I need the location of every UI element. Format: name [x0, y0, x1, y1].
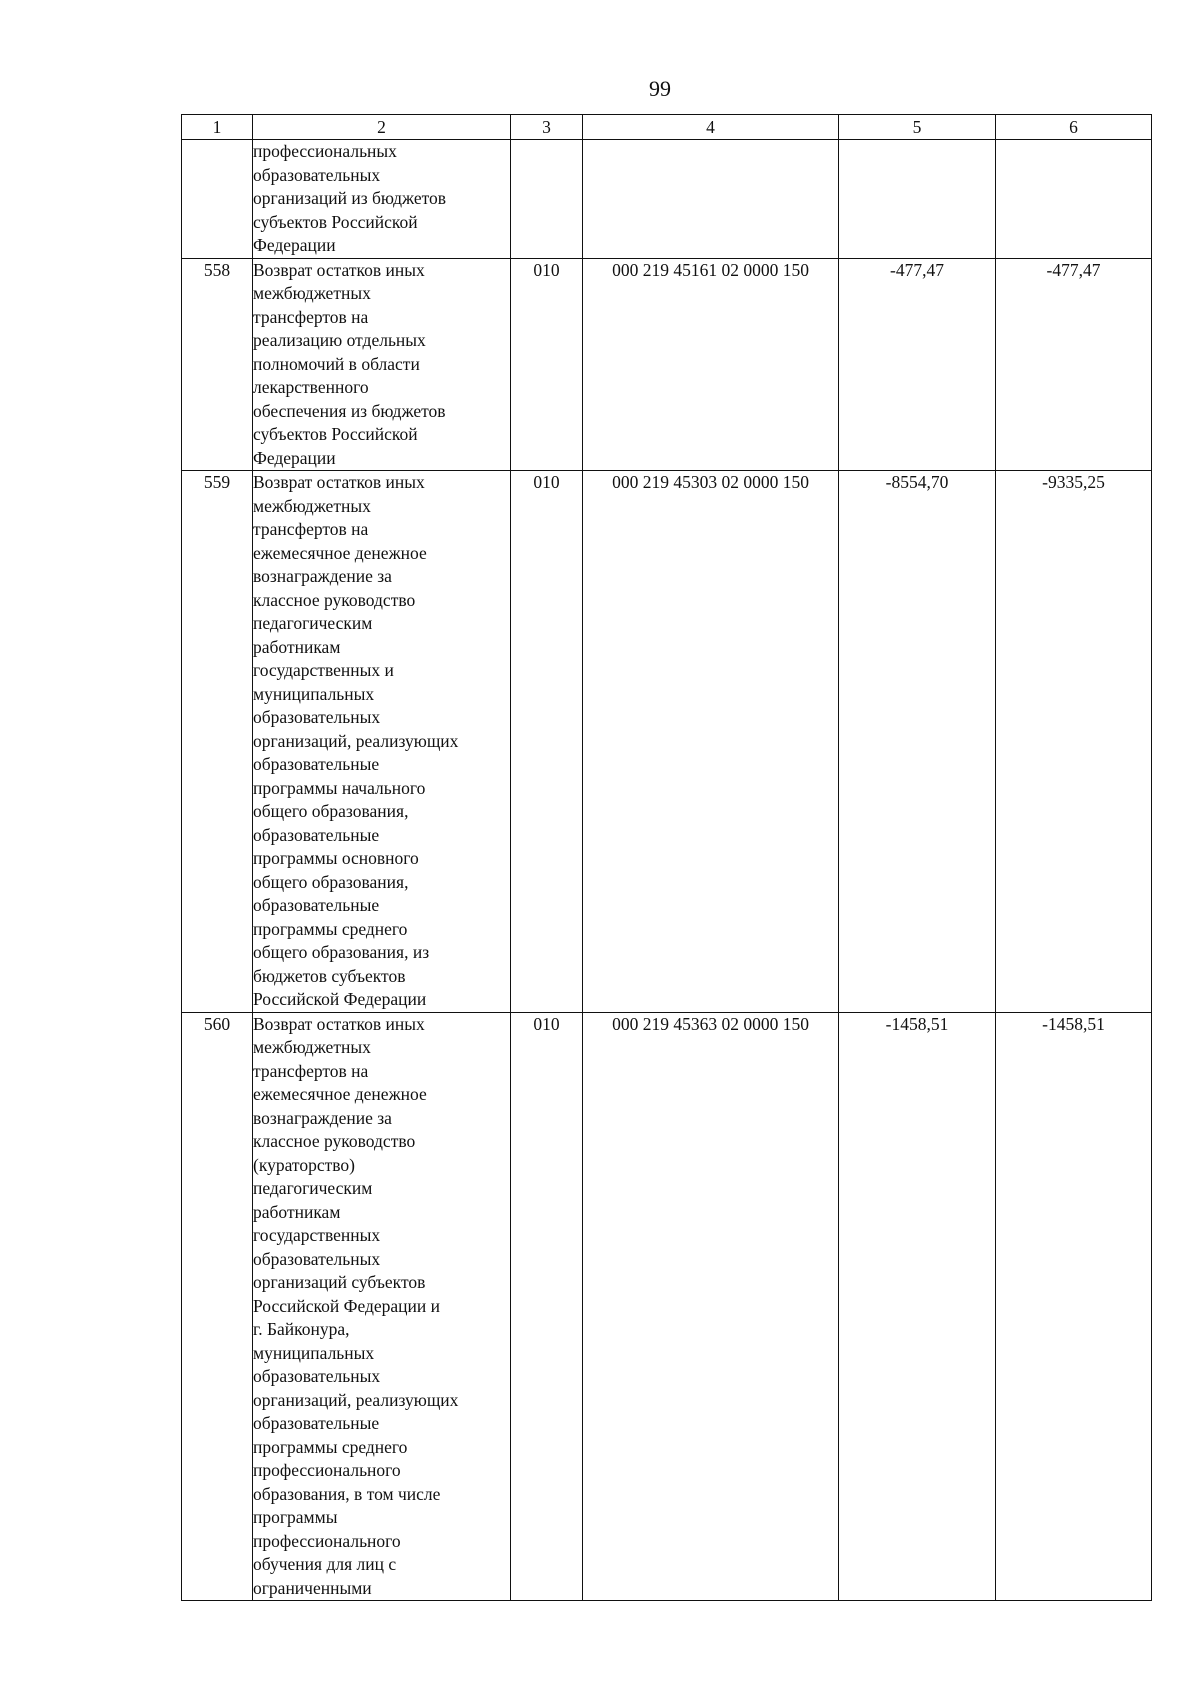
- table-row: [182, 1012, 1152, 1601]
- value-5-cell: -8554,70: [839, 471, 996, 1013]
- table-row: [182, 471, 1152, 1013]
- description-line: Возврат остатков иных: [253, 259, 425, 280]
- description-line: организаций субъектов: [253, 1272, 426, 1292]
- description-line: ограниченными: [253, 1577, 372, 1598]
- description-line: программы среднего: [253, 1436, 408, 1457]
- category-cell: 010: [511, 471, 583, 1013]
- value-6-cell: -9335,25: [996, 471, 1152, 1013]
- description-line: обеспечения из бюджетов: [253, 400, 446, 421]
- description-line: общего образования, из: [253, 942, 430, 962]
- description-line: (кураторство): [253, 1154, 355, 1175]
- description-line: муниципальных: [253, 683, 375, 704]
- header-col-1: 1: [182, 115, 253, 140]
- code-cell: 000 219 45161 02 0000 150: [583, 258, 839, 471]
- row-number-cell: [182, 140, 253, 259]
- header-col-4: 4: [583, 115, 839, 140]
- description-line: межбюджетных: [253, 283, 371, 303]
- description-line: г. Байконура,: [253, 1319, 350, 1339]
- header-row: [182, 115, 1152, 140]
- description-line: субъектов Российской: [253, 211, 418, 232]
- value-6-cell: [996, 140, 1152, 259]
- header-col-2: 2: [253, 115, 511, 140]
- description-line: ежемесячное денежное: [253, 542, 427, 563]
- description-line: образования, в том числе: [253, 1483, 441, 1504]
- table-row-continuation: [182, 140, 1152, 259]
- description-line: государственных и: [253, 660, 394, 680]
- description-line: общего образования,: [253, 871, 409, 892]
- description-line: образовательных: [253, 707, 381, 727]
- description-line: организаций из бюджетов: [253, 188, 447, 208]
- description-line: ежемесячное денежное: [253, 1084, 427, 1104]
- description-line: профессионального: [253, 1530, 401, 1551]
- code-cell: [583, 140, 839, 259]
- description-line: образовательных: [253, 164, 381, 185]
- description-line: организаций, реализующих: [253, 730, 459, 751]
- row-number-cell: 558: [182, 258, 253, 471]
- header-col-6: 6: [996, 115, 1152, 140]
- row-number-cell: 560: [182, 1012, 253, 1601]
- description-line: Возврат остатков иных: [253, 472, 425, 492]
- description-cell: [253, 471, 511, 1013]
- description-line: межбюджетных: [253, 1037, 371, 1057]
- description-line: работникам: [253, 1201, 341, 1222]
- description-line: образовательных: [253, 1248, 381, 1269]
- description-cell: [253, 258, 511, 471]
- description-line: вознаграждение за: [253, 1107, 392, 1128]
- description-line: организаций, реализующих: [253, 1389, 459, 1410]
- description-line: образовательные: [253, 1413, 380, 1433]
- description-line: Возврат остатков иных: [253, 1013, 425, 1034]
- row-number-cell: 559: [182, 471, 253, 1013]
- description-line: образовательные: [253, 824, 380, 845]
- description-line: вознаграждение за: [253, 566, 392, 586]
- description-line: Федерации: [253, 447, 336, 468]
- code-cell: 000 219 45303 02 0000 150: [583, 471, 839, 1013]
- header-col-3: 3: [511, 115, 583, 140]
- description-line: программы начального: [253, 777, 426, 798]
- description-line: лекарственного: [253, 377, 369, 397]
- description-line: педагогическим: [253, 1178, 373, 1198]
- budget-table: [181, 114, 1152, 1601]
- description-line: трансфертов на: [253, 519, 369, 539]
- description-line: реализацию отдельных: [253, 330, 426, 350]
- description-line: государственных: [253, 1225, 381, 1245]
- category-cell: 010: [511, 258, 583, 471]
- description-line: муниципальных: [253, 1342, 375, 1363]
- description-line: образовательных: [253, 1366, 381, 1386]
- category-cell: 010: [511, 1012, 583, 1601]
- description-line: работникам: [253, 636, 341, 657]
- value-6-cell: -477,47: [996, 258, 1152, 471]
- category-cell: [511, 140, 583, 259]
- description-line: Российской Федерации и: [253, 1295, 441, 1316]
- description-line: Федерации: [253, 235, 336, 255]
- description-line: профессиональных: [253, 141, 397, 161]
- description-line: межбюджетных: [253, 495, 371, 516]
- value-5-cell: [839, 140, 996, 259]
- description-line: программы основного: [253, 848, 419, 868]
- description-line: образовательные: [253, 754, 380, 774]
- description-line: классное руководство: [253, 589, 416, 610]
- description-line: бюджетов субъектов: [253, 965, 406, 986]
- description-line: программы: [253, 1507, 338, 1527]
- table-row: [182, 258, 1152, 471]
- value-5-cell: -1458,51: [839, 1012, 996, 1601]
- description-line: программы среднего: [253, 918, 408, 939]
- value-6-cell: -1458,51: [996, 1012, 1152, 1601]
- value-5-cell: -477,47: [839, 258, 996, 471]
- description-line: профессионального: [253, 1460, 401, 1480]
- description-cell: [253, 140, 511, 259]
- table-body: [182, 140, 1152, 1601]
- description-line: классное руководство: [253, 1131, 416, 1151]
- description-cell: [253, 1012, 511, 1601]
- header-col-5: 5: [839, 115, 996, 140]
- description-line: Российской Федерации: [253, 989, 427, 1009]
- description-line: трансфертов на: [253, 306, 369, 327]
- description-line: общего образования,: [253, 801, 409, 821]
- description-line: субъектов Российской: [253, 424, 418, 444]
- page-number: 99: [649, 76, 671, 101]
- description-line: полномочий в области: [253, 353, 420, 374]
- description-line: педагогическим: [253, 613, 373, 633]
- description-line: образовательные: [253, 895, 380, 915]
- description-line: обучения для лиц с: [253, 1554, 397, 1574]
- description-line: трансфертов на: [253, 1060, 369, 1081]
- code-cell: 000 219 45363 02 0000 150: [583, 1012, 839, 1601]
